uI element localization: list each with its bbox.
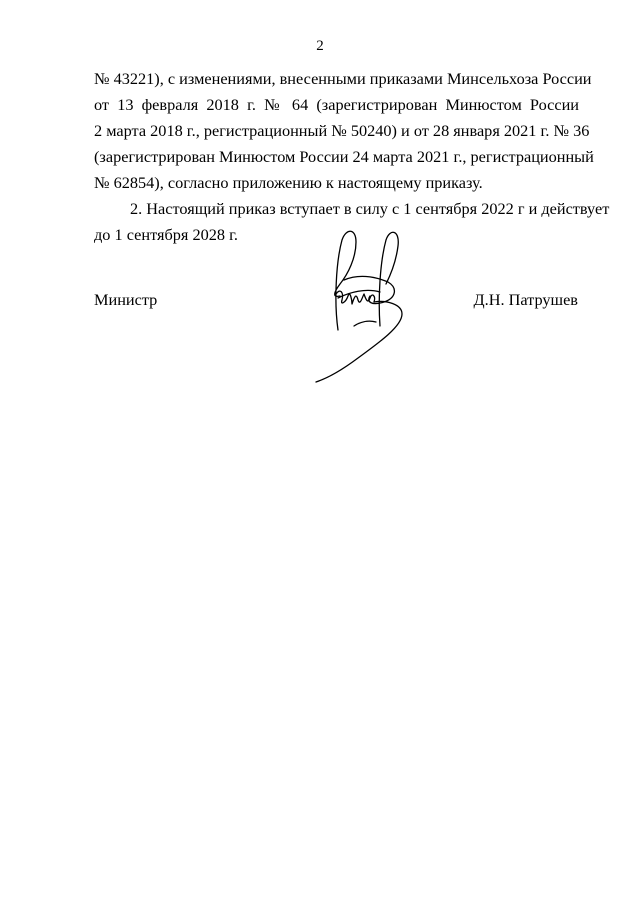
handwritten-signature — [310, 222, 420, 384]
paragraph-1-line-2: от 13 февраля 2018 г. № 64 (зарегистрирован Минюстом России — [94, 95, 579, 114]
paragraph-1-line-1: № 43221), с изменениями, внесенными приказами Минсельхоза России — [94, 69, 592, 88]
paragraph-1-line-3: 2 марта 2018 г., регистрационный № 50240) и от 28 января 2021 г. № 36 — [94, 121, 590, 140]
page-number: 2 — [316, 38, 324, 54]
signatory-title: Министр — [94, 290, 158, 309]
paragraph-2-line-2: до 1 сентября 2028 г. — [94, 225, 238, 244]
paragraph-1 — [94, 66, 594, 196]
paragraph-2-line-1: 2. Настоящий приказ вступает в силу с 1 сентября 2022 г и действует — [130, 199, 610, 218]
paragraph-1-line-4: (зарегистрирован Минюстом России 24 марта 2021 г., регистрационный — [94, 147, 594, 166]
paragraph-1-line-5: № 62854), согласно приложению к настоящему приказу. — [94, 173, 483, 192]
signatory-name: Д.Н. Патрушев — [473, 290, 578, 309]
